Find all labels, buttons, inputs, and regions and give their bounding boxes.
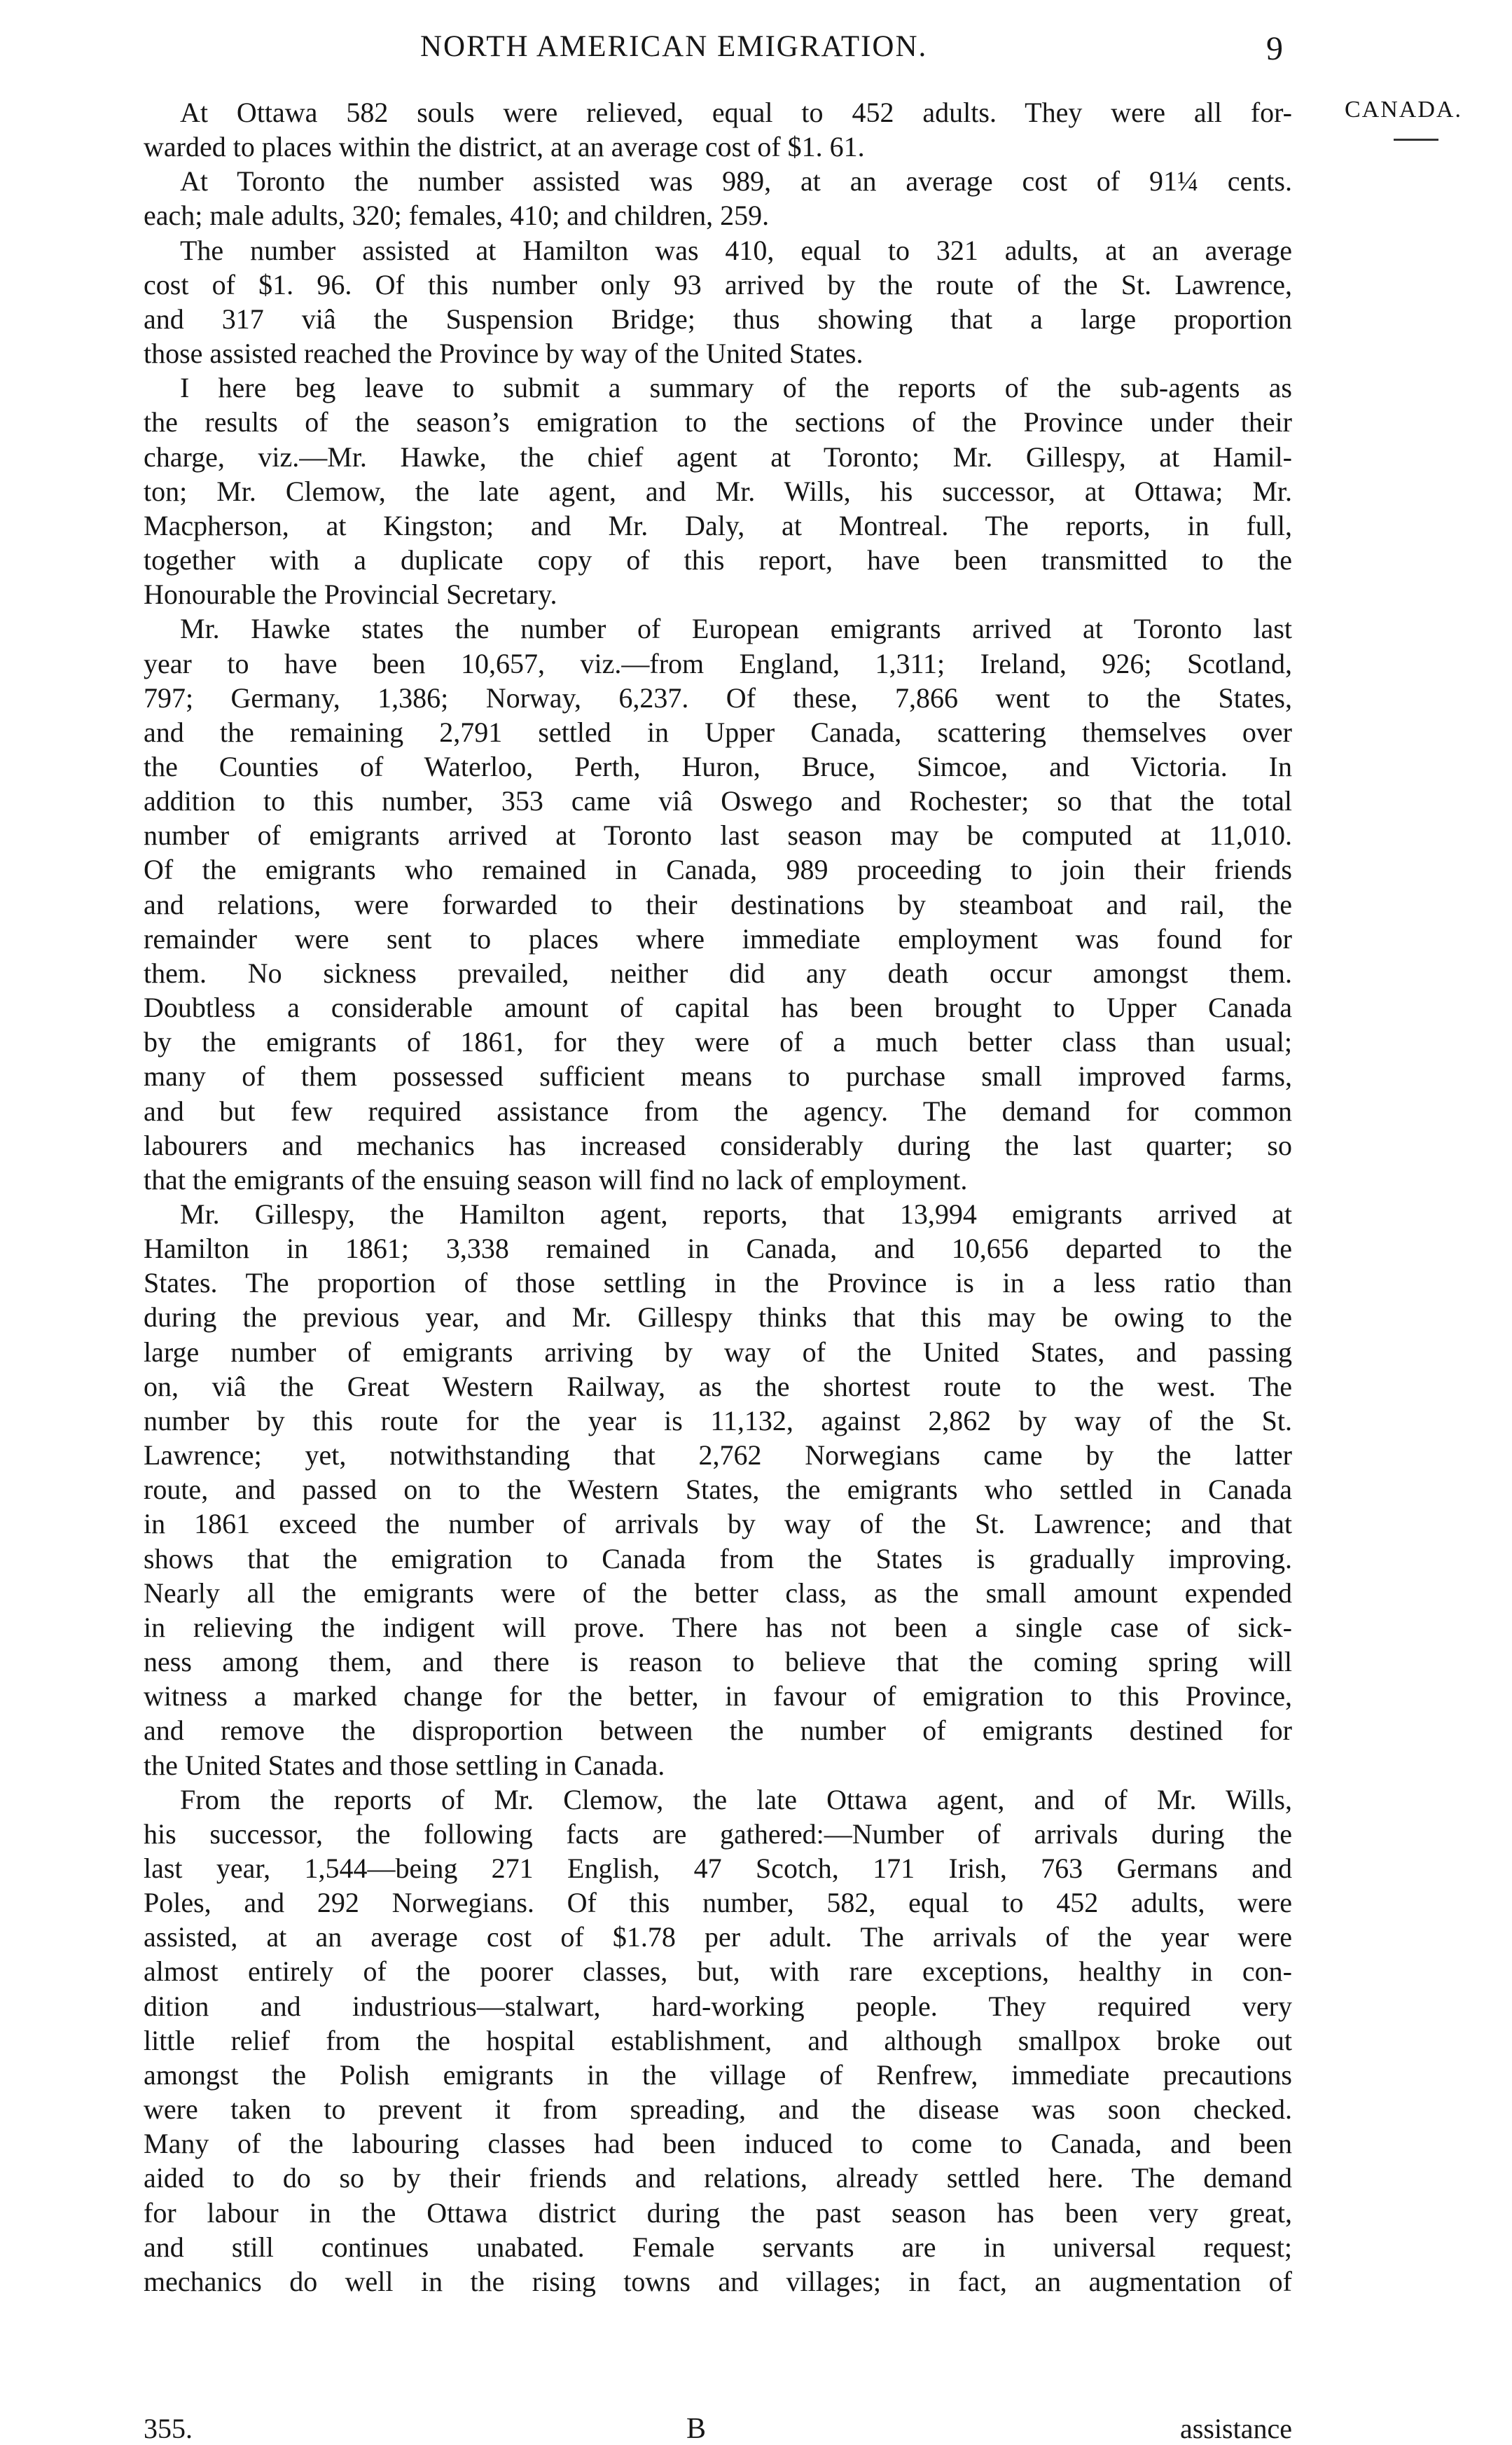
running-title: NORTH AMERICAN EMIGRATION. <box>420 30 928 63</box>
text-line: together with a duplicate copy of this report, have been transmitted to the <box>144 544 1292 576</box>
text-line: Poles, and 292 Norwegians. Of this number, 582, equal to 452 adults, were <box>144 1887 1292 1919</box>
text-line: labourers and mechanics has increased considerably during the last quarter; so <box>144 1129 1292 1161</box>
body-text <box>144 95 1292 2299</box>
text-line: his successor, the following facts are gathered:—Number of arrivals during the <box>144 1817 1292 1850</box>
text-line: From the reports of Mr. Clemow, the late Ottawa agent, and of Mr. Wills, <box>180 1783 1292 1815</box>
text-line: mechanics do well in the rising towns and villages; in fact, an augmentation of <box>144 2265 1292 2297</box>
text-line: and remove the disproportion between the number of emigrants destined for <box>144 1715 1292 1747</box>
text-line: States. The proportion of those settling in the Province is in a less ratio than <box>144 1267 1292 1299</box>
text-line: during the previous year, and Mr. Gillespy thinks that this may be owing to the <box>144 1301 1292 1334</box>
text-line: on, viâ the Great Western Railway, as the shortest route to the west. The <box>144 1370 1292 1402</box>
text-line: Honourable the Provincial Secretary. <box>144 579 557 611</box>
text-line: Of the emigrants who remained in Canada, 989 proceeding to join their friends <box>144 854 1292 886</box>
text-line: the Counties of Waterloo, Perth, Huron, Bruce, Simcoe, and Victoria. In <box>144 750 1292 782</box>
document-number: 355. <box>144 2413 193 2444</box>
page-footer <box>144 2413 1292 2445</box>
text-line: The number assisted at Hamilton was 410, equal to 321 adults, at an average <box>180 234 1292 266</box>
text-line: each; male adults, 320; females, 410; and children, 259. <box>144 200 770 232</box>
text-line: route, and passed on to the Western States, the emigrants who settled in Canada <box>144 1474 1292 1506</box>
text-line: Mr. Hawke states the number of European emigrants arrived at Toronto last <box>180 613 1292 645</box>
text-line: dition and industrious—stalwart, hard-working people. They required very <box>144 1990 1292 2022</box>
text-line: year to have been 10,657, viz.—from England, 1,311; Ireland, 926; Scotland, <box>144 647 1292 679</box>
text-line: in 1861 exceed the number of arrivals by way of the St. Lawrence; and that <box>144 1508 1292 1540</box>
text-line: were taken to prevent it from spreading, and the disease was soon checked. <box>144 2093 1292 2126</box>
text-line: Doubtless a considerable amount of capital has been brought to Upper Canada <box>144 992 1292 1024</box>
text-line: last year, 1,544—being 271 English, 47 Scotch, 171 Irish, 763 Germans and <box>144 1852 1292 1884</box>
text-line: them. No sickness prevailed, neither did any death occur amongst them. <box>144 957 1292 989</box>
text-line: At Toronto the number assisted was 989, at an average cost of 91¼ cents. <box>180 165 1292 198</box>
text-line: by the emigrants of 1861, for they were of a much better class than usual; <box>144 1026 1292 1058</box>
text-line: assisted, at an average cost of $1.78 per adult. The arrivals of the year were <box>144 1921 1292 1953</box>
text-line: warded to places within the district, at an average cost of $1. 61. <box>144 131 865 163</box>
text-line: Many of the labouring classes had been induced to come to Canada, and been <box>144 2128 1292 2160</box>
text-line: and 317 viâ the Suspension Bridge; thus showing that a large proportion <box>144 303 1292 335</box>
margin-rule <box>1394 139 1438 141</box>
text-line: shows that the emigration to Canada from the States is gradually improving. <box>144 1542 1292 1574</box>
text-line: ton; Mr. Clemow, the late agent, and Mr. Wills, his successor, at Ottawa; Mr. <box>144 475 1292 507</box>
text-line: and still continues unabated. Female servants are in universal request; <box>144 2231 1292 2263</box>
text-line: the United States and those settling in Canada. <box>144 1749 665 1781</box>
text-line: and the remaining 2,791 settled in Upper Canada, scattering themselves over <box>144 716 1292 748</box>
text-line: those assisted reached the Province by way of the United States. <box>144 338 863 370</box>
text-line: Nearly all the emigrants were of the better class, as the small amount expended <box>144 1577 1292 1609</box>
text-line: witness a marked change for the better, in favour of emigration to this Province, <box>144 1680 1292 1712</box>
text-line: aided to do so by their friends and relations, already settled here. The demand <box>144 2162 1292 2194</box>
text-line: many of them possessed sufficient means to purchase small improved farms, <box>144 1060 1292 1093</box>
text-line: large number of emigrants arriving by way of the United States, and passing <box>144 1336 1292 1368</box>
text-line: addition to this number, 353 came viâ Oswego and Rochester; so that the total <box>144 785 1292 817</box>
text-line: I here beg leave to submit a summary of the reports of the sub-agents as <box>180 372 1292 404</box>
text-line: for labour in the Ottawa district during the past season has been very great, <box>144 2196 1292 2229</box>
text-line: number by this route for the year is 11,132, against 2,862 by way of the St. <box>144 1404 1292 1436</box>
text-line: 797; Germany, 1,386; Norway, 6,237. Of these, 7,866 went to the States, <box>144 681 1292 714</box>
text-line: almost entirely of the poorer classes, but, with rare exceptions, healthy in con- <box>144 1955 1292 1988</box>
catchword: assistance <box>1180 2413 1292 2444</box>
text-line: amongst the Polish emigrants in the village of Renfrew, immediate precautions <box>144 2058 1292 2091</box>
text-line: number of emigrants arrived at Toronto last season may be computed at 11,010. <box>144 819 1292 852</box>
text-line: the results of the season’s emigration to the sections of the Province under their <box>144 406 1292 438</box>
text-line: Lawrence; yet, notwithstanding that 2,762 Norwegians came by the latter <box>144 1439 1292 1471</box>
text-line: remainder were sent to places where immediate employment was found for <box>144 922 1292 955</box>
text-line: Hamilton in 1861; 3,338 remained in Canada, and 10,656 departed to the <box>144 1233 1292 1265</box>
text-line: and relations, were forwarded to their destinations by steamboat and rail, the <box>144 888 1292 920</box>
signature-mark: B <box>686 2413 707 2445</box>
text-line: Mr. Gillespy, the Hamilton agent, reports, that 13,994 emigrants arrived at <box>180 1198 1292 1230</box>
text-line: Macpherson, at Kingston; and Mr. Daly, at Montreal. The reports, in full, <box>144 509 1292 541</box>
text-line: in relieving the indigent will prove. There has not been a single case of sick- <box>144 1611 1292 1643</box>
text-line: charge, viz.—Mr. Hawke, the chief agent at Toronto; Mr. Gillespy, at Hamil- <box>144 441 1292 473</box>
text-line: and but few required assistance from the agency. The demand for common <box>144 1095 1292 1127</box>
text-line: little relief from the hospital establishment, and although smallpox broke out <box>144 2024 1292 2056</box>
page-number: 9 <box>1266 30 1283 67</box>
text-line: that the emigrants of the ensuing season will find no lack of employment. <box>144 1163 968 1196</box>
text-line: ness among them, and there is reason to believe that the coming spring will <box>144 1646 1292 1678</box>
text-line: cost of $1. 96. Of this number only 93 arrived by the route of the St. Lawrence, <box>144 268 1292 300</box>
text-line: At Ottawa 582 souls were relieved, equal to 452 adults. They were all for- <box>180 97 1292 128</box>
margin-note: CANADA. <box>1345 97 1462 123</box>
